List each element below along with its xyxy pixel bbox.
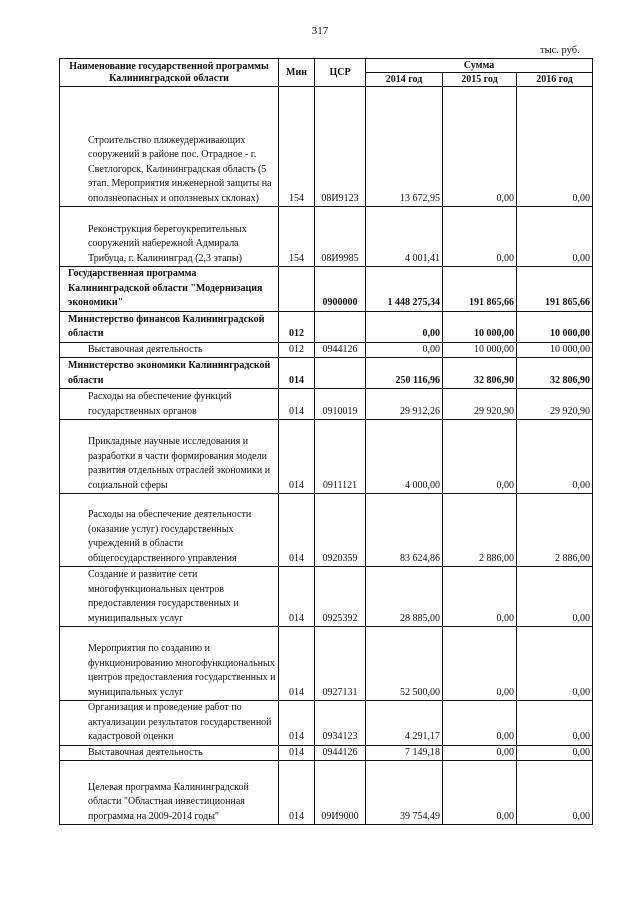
units-label: тыс. руб.: [540, 45, 580, 56]
table-row: [60, 267, 593, 312]
row-2015: 32 806,90: [443, 358, 517, 389]
row-min: 014: [279, 494, 315, 567]
row-2014: 7 149,18: [366, 745, 443, 761]
table-row: [60, 701, 593, 746]
row-2015: 0,00: [443, 420, 517, 494]
row-2016: 29 920,90: [517, 389, 593, 420]
row-2015: 0,00: [443, 745, 517, 761]
row-2015: 0,00: [443, 627, 517, 701]
header-2014: 2014 год: [366, 73, 443, 87]
header-2015: 2015 год: [443, 73, 517, 87]
row-2016: 10 000,00: [517, 342, 593, 358]
row-csr: [315, 311, 366, 342]
row-csr: 0911121: [315, 420, 366, 494]
row-2015: 191 865,66: [443, 267, 517, 312]
row-2015: 0,00: [443, 761, 517, 825]
row-csr: 08И9123: [315, 87, 366, 207]
row-name: Министерство финансов Калининградской области: [60, 311, 279, 342]
row-name: Выставочная деятельность: [60, 342, 279, 358]
row-min: 014: [279, 761, 315, 825]
table-row: [60, 389, 593, 420]
table-row: [60, 567, 593, 627]
table-row: [60, 207, 593, 267]
row-min: [279, 267, 315, 312]
row-name: Расходы на обеспечение функций государственных органов: [60, 389, 279, 420]
row-name: Выставочная деятельность: [60, 745, 279, 761]
table-row: [60, 761, 593, 825]
row-min: 014: [279, 745, 315, 761]
row-2014: 13 672,95: [366, 87, 443, 207]
row-2015: 0,00: [443, 207, 517, 267]
row-2016: 0,00: [517, 761, 593, 825]
row-name: Министерство экономики Калининградской области: [60, 358, 279, 389]
row-min: 154: [279, 207, 315, 267]
row-name: Реконструкция берегоукрепительных сооружений набережной Адмирала Трибуца, г. Калининград (2,3 этапы): [60, 207, 279, 267]
row-2015: 0,00: [443, 701, 517, 746]
page-number: 317: [311, 25, 329, 37]
row-2014: 250 116,96: [366, 358, 443, 389]
row-2015: 10 000,00: [443, 342, 517, 358]
row-2015: 0,00: [443, 87, 517, 207]
row-csr: 08И9985: [315, 207, 366, 267]
row-csr: 0927131: [315, 627, 366, 701]
row-2016: 2 886,00: [517, 494, 593, 567]
row-min: 014: [279, 701, 315, 746]
row-2015: 0,00: [443, 567, 517, 627]
row-name: Целевая программа Калининградской области "Областная инвестиционная программа на 2009-2014 годы": [60, 761, 279, 825]
table-row: [60, 311, 593, 342]
row-csr: 0944126: [315, 745, 366, 761]
row-min: 014: [279, 420, 315, 494]
row-2014: 4 000,00: [366, 420, 443, 494]
table-row: [60, 745, 593, 761]
row-2016: 0,00: [517, 627, 593, 701]
row-2016: 191 865,66: [517, 267, 593, 312]
row-2016: 10 000,00: [517, 311, 593, 342]
row-2015: 2 886,00: [443, 494, 517, 567]
row-2015: 29 920,90: [443, 389, 517, 420]
row-min: 012: [279, 342, 315, 358]
row-name: Создание и развитие сети многофункциональных центров предоставления государственных и муниципальных услуг: [60, 567, 279, 627]
table-row: [60, 87, 593, 207]
row-name: Мероприятия по созданию и функционированию многофункциональных центров предоставления государственных и муниципальных услуг: [60, 627, 279, 701]
row-2016: 0,00: [517, 87, 593, 207]
row-2014: 52 500,00: [366, 627, 443, 701]
row-2014: 4 291,17: [366, 701, 443, 746]
row-min: 014: [279, 627, 315, 701]
row-name: Расходы на обеспечение деятельности (оказание услуг) государственных учреждений в области общегосударственного управления: [60, 494, 279, 567]
table-row: [60, 627, 593, 701]
row-min: 154: [279, 87, 315, 207]
header-2016: 2016 год: [517, 73, 593, 87]
table-row: [60, 342, 593, 358]
row-name: Государственная программа Калининградской области "Модернизация экономики": [60, 267, 279, 312]
row-2016: 0,00: [517, 420, 593, 494]
row-2014: 28 885,00: [366, 567, 443, 627]
row-csr: 0910019: [315, 389, 366, 420]
row-2014: 1 448 275,34: [366, 267, 443, 312]
row-csr: 09И9000: [315, 761, 366, 825]
row-name: Организация и проведение работ по актуализации результатов государственной кадастровой оценки: [60, 701, 279, 746]
header-sum: Сумма: [366, 59, 593, 73]
row-min: 012: [279, 311, 315, 342]
row-2014: 29 912,26: [366, 389, 443, 420]
table-row: [60, 358, 593, 389]
row-2016: 0,00: [517, 745, 593, 761]
row-2015: 10 000,00: [443, 311, 517, 342]
row-min: 014: [279, 389, 315, 420]
row-2014: 0,00: [366, 342, 443, 358]
row-name: Прикладные научные исследования и разработки в части формирования модели развития отдельных отраслей экономики и социальной сферы: [60, 420, 279, 494]
row-2014: 0,00: [366, 311, 443, 342]
header-min: Мин: [279, 59, 315, 87]
row-2016: 32 806,90: [517, 358, 593, 389]
header-csr: ЦСР: [315, 59, 366, 87]
row-min: 014: [279, 567, 315, 627]
row-csr: 0934123: [315, 701, 366, 746]
row-name: Строительство пляжеудерживающих сооружений в районе пос. Отрадное - г. Светлогорск, Калининградская область (5 этап. Мероприятия инженерной защиты на оползнеопасных и оползневых склонах): [60, 87, 279, 207]
row-2014: 39 754,49: [366, 761, 443, 825]
row-csr: 0900000: [315, 267, 366, 312]
row-2016: 0,00: [517, 701, 593, 746]
row-2014: 83 624,86: [366, 494, 443, 567]
row-csr: 0925392: [315, 567, 366, 627]
row-csr: 0920359: [315, 494, 366, 567]
table-row: [60, 494, 593, 567]
row-csr: 0944126: [315, 342, 366, 358]
row-min: 014: [279, 358, 315, 389]
row-2016: 0,00: [517, 207, 593, 267]
row-csr: [315, 358, 366, 389]
table-row: [60, 420, 593, 494]
row-2016: 0,00: [517, 567, 593, 627]
row-2014: 4 001,41: [366, 207, 443, 267]
header-name: Наименование государственной программы Калининградской области: [60, 59, 279, 87]
budget-table: [59, 58, 593, 825]
